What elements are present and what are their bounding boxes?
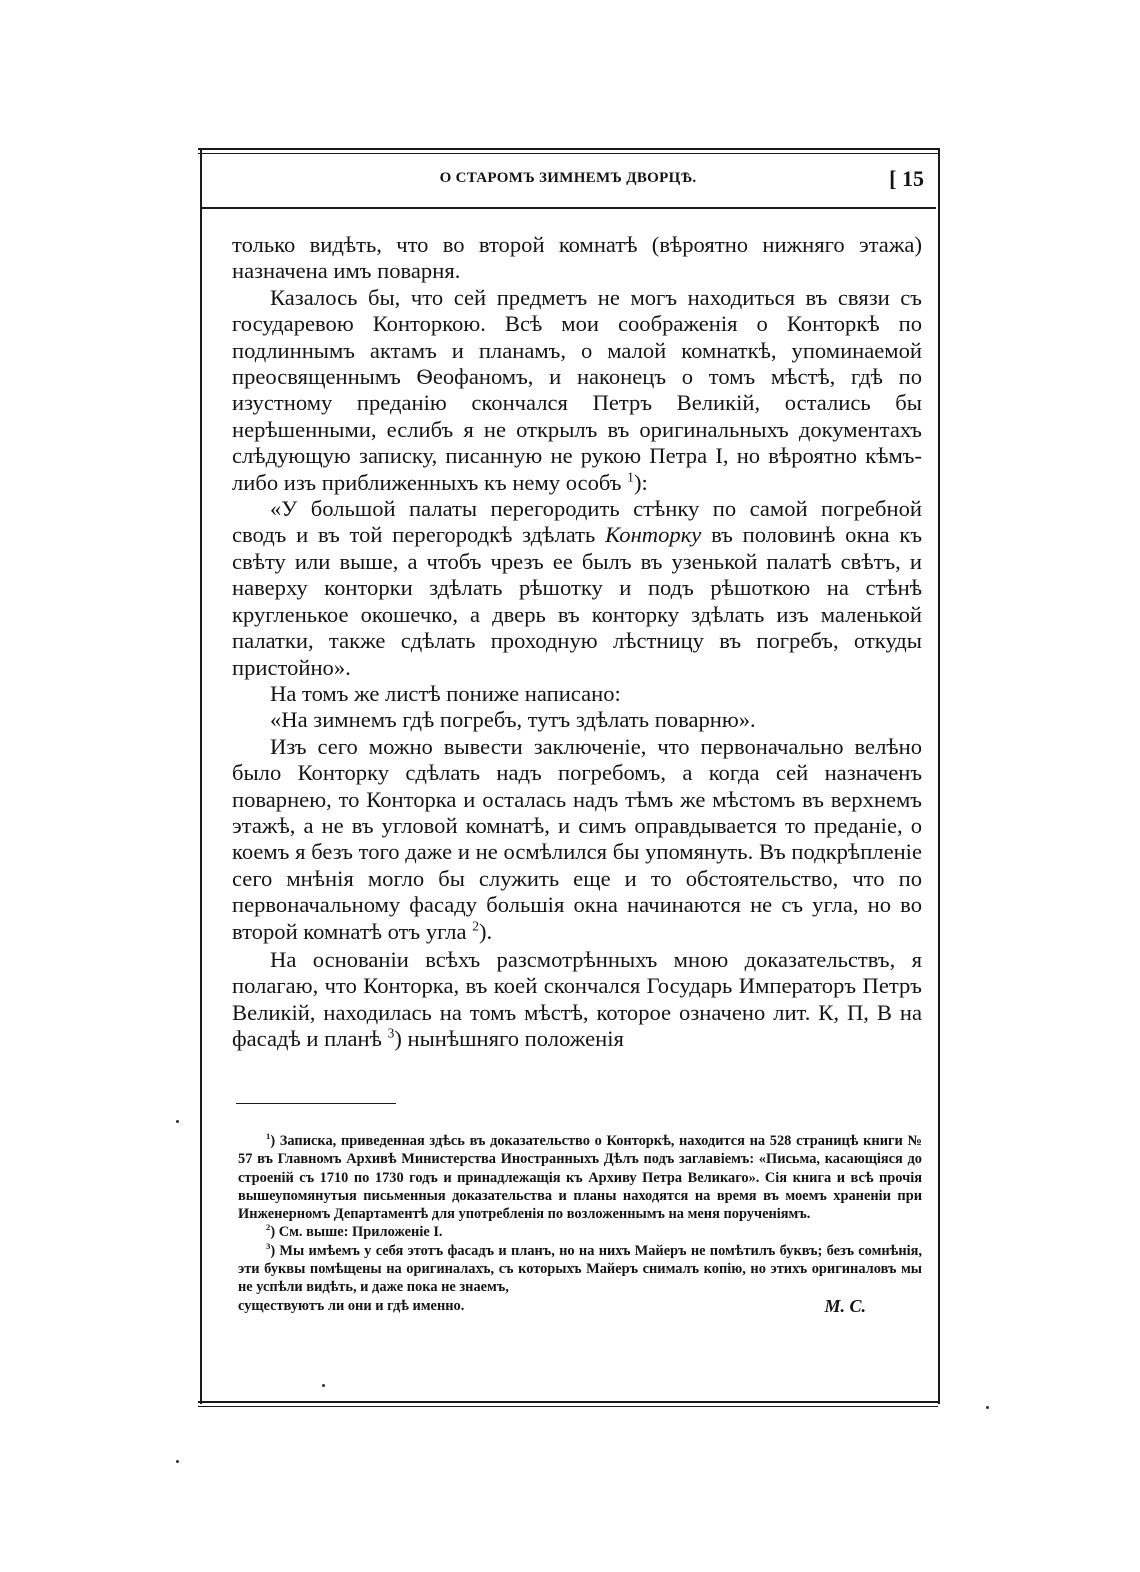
quote-text: «У большой палаты перегородить стѣнку по самой погребной сводъ и въ той перегородкѣ здѣлать — [232, 496, 922, 548]
print-speck — [176, 1120, 179, 1123]
footnote-mark: 3 — [266, 1240, 271, 1251]
footnote-ref: 3 — [387, 1025, 395, 1041]
main-text — [232, 232, 922, 1053]
paragraph — [232, 734, 922, 945]
frame-top-rule — [198, 148, 938, 150]
footnote-text: ) Записка, приведенная здѣсь въ доказательство о Конторкѣ, находится на 528 страницѣ книги № 57 въ Главномъ Архивѣ Министерства Иностранныхъ Дѣлъ подъ заглавіемъ: «Письма, касающіяся до строеній съ 1710 по 1730 годъ и принадлежащія къ Архиву Петра Великаго». Сія книга и всѣ прочія вышеупомянутыя письменныя доказательства и планы находятся на время въ моемъ храненіи при Инженерномъ Департаментѣ для употребленія по возложеннымъ на меня порученіямъ. — [238, 1133, 922, 1223]
paragraph-quote — [232, 496, 922, 681]
footnote-mark: 1 — [266, 1131, 271, 1142]
footnote-ref: 2 — [472, 918, 479, 934]
frame-top-rule-thin — [198, 153, 938, 154]
page-number: [ 15 — [889, 166, 924, 191]
footnote-last-line — [238, 1297, 922, 1315]
frame-bottom-rule — [198, 1401, 938, 1403]
paragraph-end: ): — [633, 469, 648, 495]
running-title: О СТАРОМЪ ЗИМНЕМЪ ДВОРЦѢ. — [439, 170, 697, 186]
paragraph-text: Изъ сего можно вывести заключеніе, что первоначально велѣно было Конторку сдѣлать надъ погребомъ, а когда сей назначенъ поварнею, то Конторка и осталась надъ тѣмъ же мѣстомъ въ верхнемъ этажѣ, а не въ угловой комнатѣ, и симъ оправдывается то преданіе, о коемъ я безъ того даже и не осмѣлился бы упомянуть. Въ подкрѣпленіе сего мнѣнія могло бы служить еще и то обстоятельство, что по первоначальному фасаду большія окна начинаются не съ угла, но во второй комнатѣ отъ угла — [232, 733, 922, 944]
print-speck — [176, 1460, 179, 1463]
paragraph-quote: «На зимнемъ гдѣ погребъ, тутъ здѣлать поварню». — [270, 707, 756, 733]
print-speck — [322, 1384, 325, 1387]
frame-bottom-rule-thin — [198, 1406, 938, 1407]
footnote-ref: 1 — [627, 469, 634, 485]
footnote — [238, 1223, 922, 1241]
paragraph: На томъ же листѣ пониже написано: — [270, 680, 621, 706]
quote-text: въ половинѣ окна къ свѣту или выше, а чтобъ чрезъ ее былъ въ узенькой палатѣ свѣтъ, и наверху конторки здѣлать рѣшотку и подъ рѣшоткою на стѣнѣ кругленькое окошечко, а дверь въ конторку здѣлать изъ маленькой палатки, также сдѣлать проходную лѣстницу въ погребъ, откуды пристойно». — [232, 522, 923, 680]
paragraph-text: На основаніи всѣхъ разсмотрѣнныхъ мною доказательствъ, я полагаю, что Конторка, въ коей скончался Государь Императоръ Петръ Великій, находилась на томъ мѣстѣ, которое означено лит. К, П, В на фасадѣ и планѣ — [232, 946, 922, 1052]
footnote — [238, 1242, 922, 1297]
paragraph: только видѣть, что во второй комнатѣ (вѣроятно нижняго этажа) назначена имъ поварня. — [232, 232, 922, 284]
paragraph-text: Казалось бы, что сей предметъ не могъ находиться въ связи съ государевою Конторкою. Всѣ мои соображенія о Конторкѣ по подлиннымъ актамъ и планамъ, о малой комнаткѣ, упоминаемой преосвященнымъ Ѳеофаномъ, и наконецъ о томъ мѣстѣ, гдѣ по изустному преданію скончался Петръ Великій, остались бы нерѣшенными, еслибъ я не открылъ въ оригинальныхъ документахъ слѣдующую записку, писанную не рукою Петра I, но вѣроятно кѣмъ-либо изъ приближенныхъ къ нему особъ — [232, 284, 922, 495]
footnote — [238, 1132, 922, 1223]
header-rule — [202, 207, 936, 209]
running-header — [206, 166, 930, 200]
paragraph-end: ). — [479, 918, 493, 944]
footnote-separator — [236, 1103, 396, 1104]
print-speck — [986, 1406, 989, 1409]
footnote-text: ) См. выше: Приложеніе I. — [270, 1224, 443, 1241]
footnote-text: существуютъ ли они и гдѣ именно. — [238, 1297, 465, 1314]
paragraph — [232, 285, 922, 496]
paragraph — [232, 947, 922, 1053]
emphasis: Конторку — [605, 522, 702, 548]
footnote-mark: 2 — [266, 1222, 271, 1233]
signature: М. С. — [824, 1295, 866, 1316]
footnotes — [238, 1132, 922, 1315]
footnote-text: ) Мы имѣемъ у себя этотъ фасадъ и планъ, но на нихъ Майеръ не помѣтилъ буквъ; безъ сомнѣнія, эти буквы помѣщены на оригиналахъ, съ которыхъ Майеръ снималъ копію, но этихъ оригиналовъ мы не успѣли видѣть, и даже пока не знаемъ, — [238, 1242, 922, 1296]
paragraph-end: ) нынѣшняго положенія — [394, 1026, 624, 1052]
